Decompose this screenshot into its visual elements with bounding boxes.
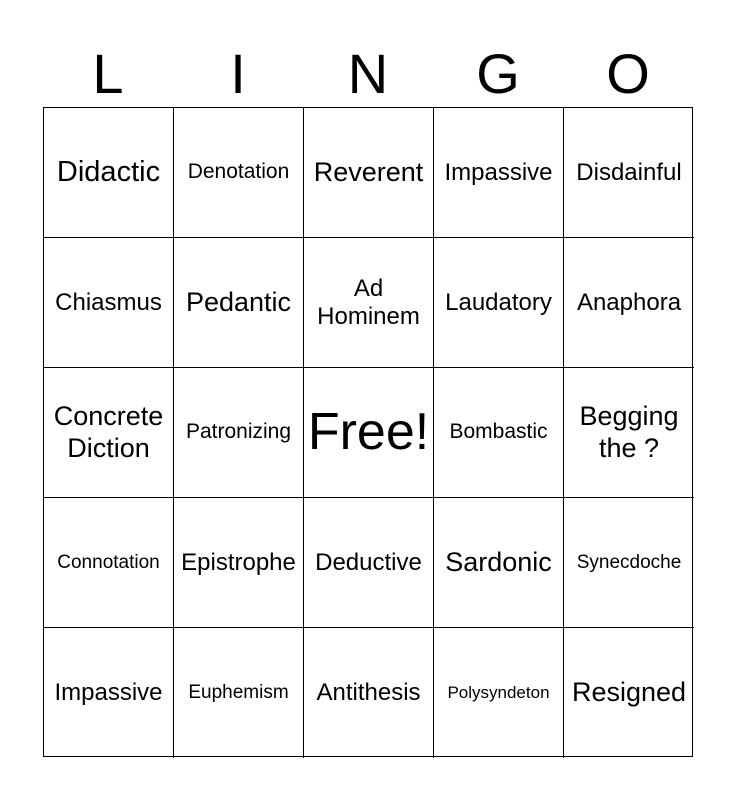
header-letter-l: L [92, 42, 124, 105]
bingo-board [43, 107, 693, 757]
bingo-cell[interactable]: Chiasmus [44, 238, 174, 368]
header-letter-i: I [230, 42, 246, 105]
bingo-cell[interactable]: Sardonic [434, 498, 564, 628]
bingo-cell[interactable]: Laudatory [434, 238, 564, 368]
bingo-cell[interactable]: Denotation [174, 108, 304, 238]
bingo-cell[interactable]: Deductive [304, 498, 434, 628]
bingo-cell[interactable]: Impassive [434, 108, 564, 238]
bingo-header [43, 40, 693, 108]
header-letter-g: G [476, 42, 520, 105]
bingo-cell[interactable]: Concrete Diction [44, 368, 174, 498]
bingo-cell[interactable]: Epistrophe [174, 498, 304, 628]
bingo-cell[interactable]: Begging the ? [564, 368, 694, 498]
bingo-cell[interactable]: Euphemism [174, 628, 304, 758]
bingo-cell[interactable]: Reverent [304, 108, 434, 238]
bingo-cell[interactable]: Polysyndeton [434, 628, 564, 758]
bingo-cell[interactable]: Impassive [44, 628, 174, 758]
bingo-cell[interactable]: Synecdoche [564, 498, 694, 628]
bingo-cell[interactable]: Disdainful [564, 108, 694, 238]
bingo-cell[interactable]: Anaphora [564, 238, 694, 368]
header-letter-n: N [347, 42, 389, 105]
bingo-cell[interactable]: Ad Hominem [304, 238, 434, 368]
bingo-cell[interactable]: Connotation [44, 498, 174, 628]
header-letter-o: O [606, 42, 650, 105]
free-space-cell[interactable]: Free! [304, 368, 434, 498]
bingo-cell[interactable]: Patronizing [174, 368, 304, 498]
bingo-cell[interactable]: Resigned [571, 677, 687, 708]
bingo-cell[interactable]: Antithesis [304, 628, 434, 758]
bingo-cell[interactable]: Pedantic [174, 238, 304, 368]
bingo-cell[interactable]: Bombastic [434, 368, 564, 498]
bingo-cell[interactable]: Didactic [44, 108, 174, 238]
